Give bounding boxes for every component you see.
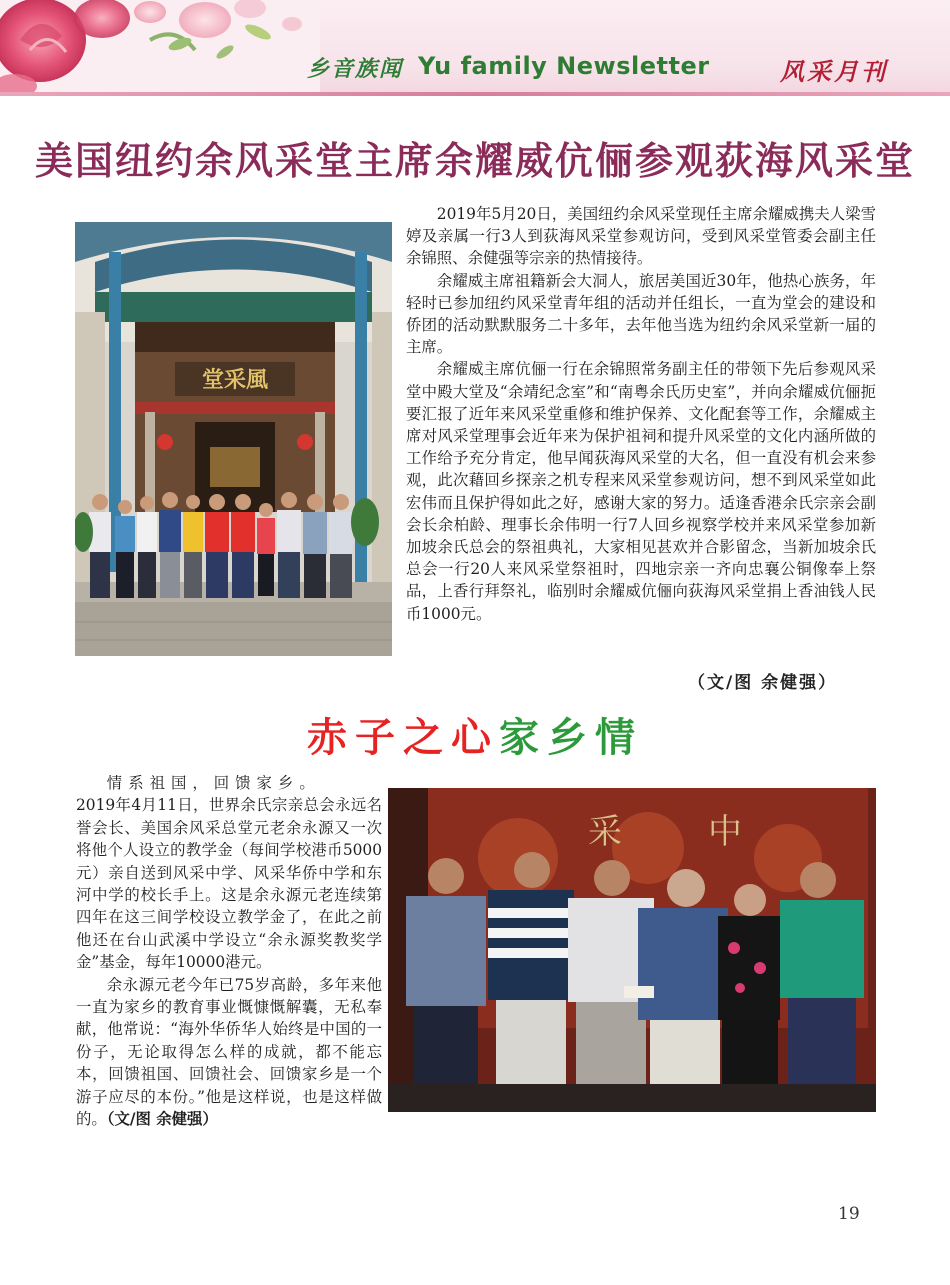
article1-credit: （文/图 余健强） (688, 673, 838, 693)
article2-title-green: 家乡情 (499, 715, 643, 761)
wall-character-left: 采 (588, 812, 622, 852)
donation-group-photo (388, 788, 876, 1112)
article1-paragraph: 余耀威主席祖籍新会大洞人，旅居美国近30年，他热心族务，年轻时已参加纽约风采堂青年组的活动并任组长，一直为堂会的建设和侨团的活动默默服务二十多年，去年他当选为纽约余风采堂新一届的主席。 (406, 271, 876, 357)
wall-character-right: 中 (708, 812, 742, 852)
article2-title-red: 赤子之心 (307, 715, 499, 761)
header-divider (0, 92, 950, 96)
hall-plaque-text: 堂采風 (201, 367, 269, 393)
page-number: 19 (838, 1204, 860, 1224)
section-title-cn: 乡音族闻 (307, 56, 404, 82)
rose-decoration-icon (0, 0, 320, 96)
article2-paragraph-text: 余永源元老今年已75岁高龄，多年来他一直为家乡的教育事业慨慷慨解囊，无私奉献，他常说：“海外华侨华人始终是中国的一份子，无论取得怎么样的成就，都不能忘本，回馈祖国、回馈社会、回馈家乡是一个游子应尽的本份。”他是这样说，也是这样做的。 (76, 975, 382, 1129)
page-header (0, 0, 950, 96)
article2-body (76, 772, 382, 1131)
article1-title: 美国纽约余风采堂主席余耀威伉俪参观荻海风采堂 (34, 138, 915, 183)
section-title-en: Yu family Newsletter (418, 52, 710, 80)
article2-lead: 情系祖国，回馈家乡。 (106, 774, 321, 792)
article1-body (406, 203, 876, 625)
article2-credit: （文/图 余健强） (106, 1110, 218, 1129)
article2-paragraph: 2019年4月11日，世界余氏宗亲总会永远名誉会长、美国余风采总堂元老余永源又一次将他个人设立的教学金（每间学校港币5000元）亲自送到风采中学、风采华侨中学和东河中学的校长手上。这是余永源元老连续第四年在这三间学校设立教学金了，在此之前他还在台山武溪中学设立“余永源奖教奖学金”基金，每年10000港元。 (76, 796, 382, 972)
ancestral-hall-group-photo (75, 222, 392, 656)
article1-paragraph: 余耀威主席伉俪一行在余锦照常务副主任的带领下先后参观风采堂中殿大堂及“余靖纪念室”和“南粤余氏历史室”，并向余耀威伉俪扼要汇报了近年来风采堂重修和维护保养、文化配套等工作，余耀威主席对风采堂理事会近年来为保护祖祠和提升风采堂的文化内涵所做的工作给予充分肯定，他早闻荻海风采堂的大名，但一直没有机会来参观，此次藉回乡探亲之机专程来风采堂参观访问，想不到风采堂如此宏伟而且保护得如此之好，感谢大家的努力。适逢香港余氏宗亲会副会长余柏龄、理事长余伟明一行7人回乡视察学校并来风采堂参加新加坡余氏总会的祭祖典礼，大家相见甚欢并合影留念，当新加坡余氏总会一行20人来风采堂祭祖时，四地宗亲一齐向忠襄公铜像奉上祭品，上香行拜祭礼，临别时余耀威伉俪向荻海风采堂捐上香油钱人民币1000元。 (406, 360, 876, 623)
magazine-name: 风采月刊 (780, 57, 888, 86)
article2-paragraph (76, 974, 382, 1131)
article2-title (0, 706, 950, 763)
article1-paragraph: 2019年5月20日，美国纽约余风采堂现任主席余耀威携夫人梁雪婷及亲属一行3人到荻海风采堂参观访问，受到风采堂管委会副主任余锦照、余健强等宗亲的热情接待。 (406, 205, 876, 268)
